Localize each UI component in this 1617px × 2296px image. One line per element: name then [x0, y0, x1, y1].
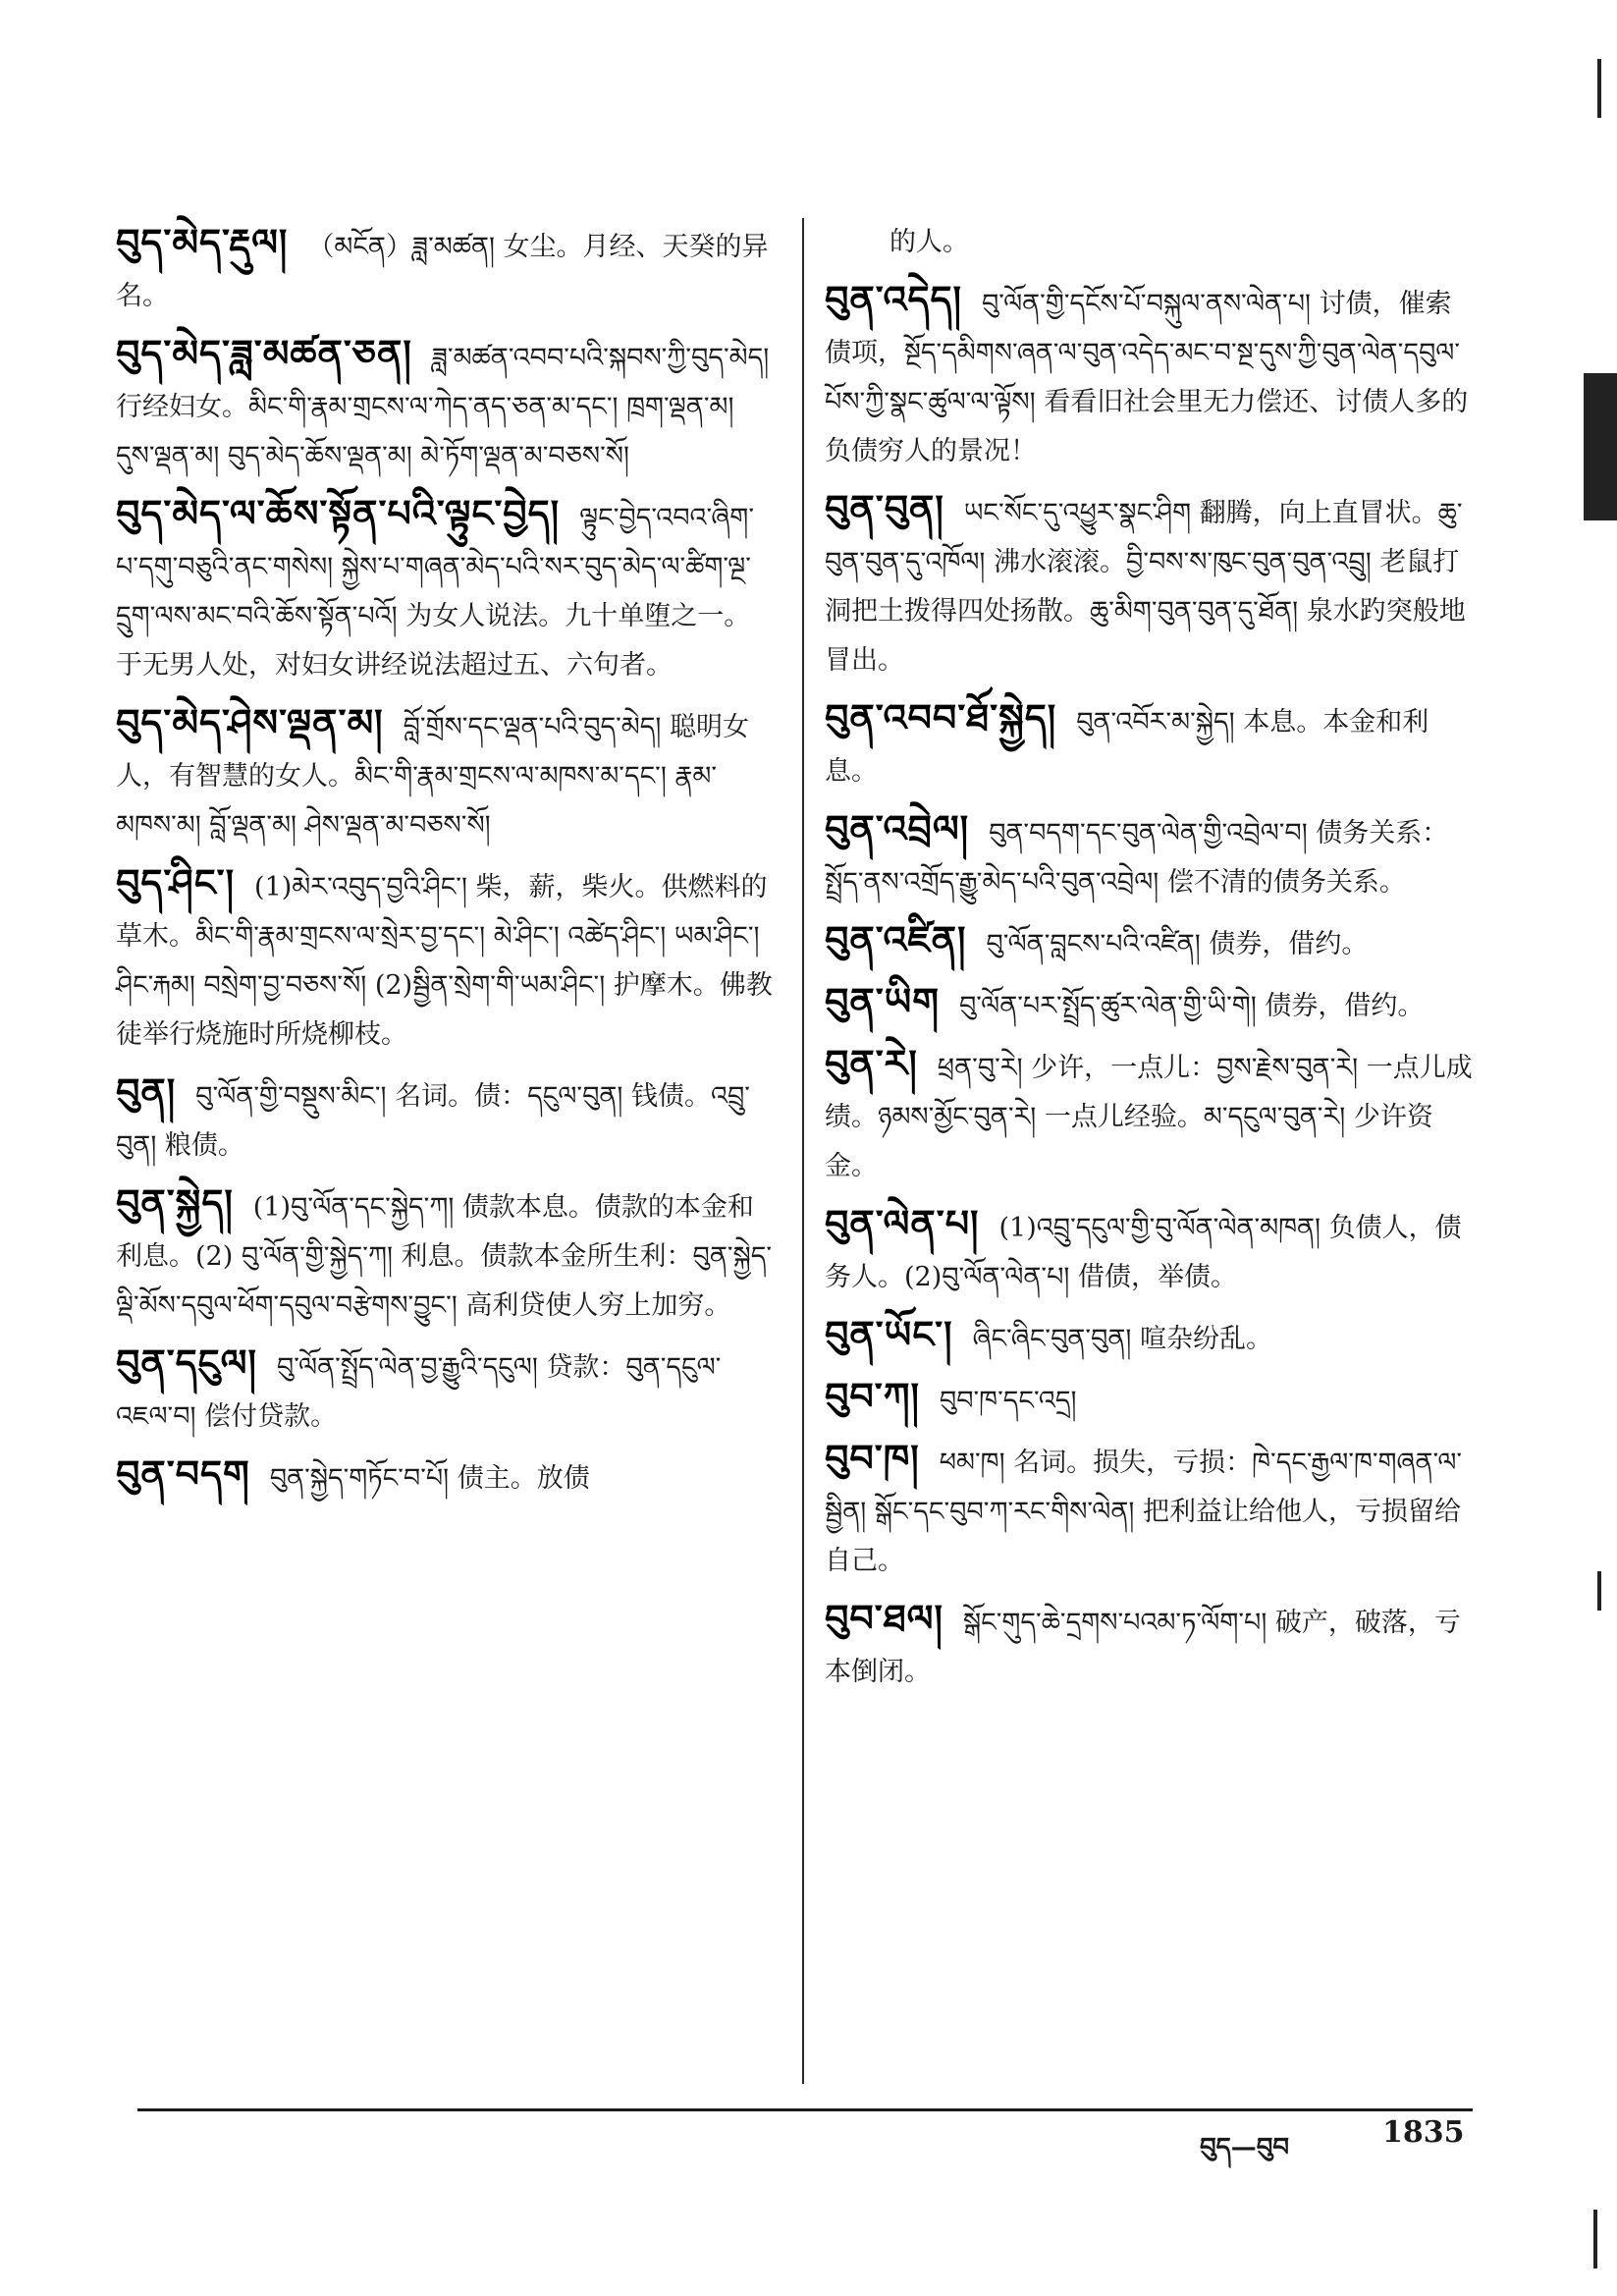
entry-headword: བུན་ཡོང་།: [825, 1312, 953, 1356]
dictionary-entry: [825, 804, 1473, 907]
entry-definition: བུན་འབོར་མ་སྐྱེད། 本息。本金和利息。: [825, 707, 1429, 787]
entry-headword: བུབ་ཐལ།: [825, 1596, 943, 1640]
entry-definition: （མངོན）ཟླ་མཚན། 女尘。月经、天癸的异名。: [116, 232, 769, 311]
entry-definition: 的人。: [889, 227, 969, 257]
entry-headword: བུན་ཡིག: [825, 979, 940, 1023]
dictionary-entry: [825, 1199, 1473, 1302]
entry-definition: བུ་ལོན་གྱི་བསྡུས་མིང་། 名词。债：དངུལ་བུན། 钱债。འབྲུ་བུན། 粮债。: [116, 1081, 750, 1161]
scan-edge-mark: [1597, 59, 1601, 118]
dictionary-entry: [116, 1339, 774, 1442]
running-head: བུད—བུབ: [1200, 2133, 1290, 2162]
entry-definition: ལྟུང་བྱེད་འབའ་ཞིག་པ་དགུ་བཅུའི་ནང་གསེས། སྐྱེས་པ་གཞན་མེད་པའི་སར་བུད་མེད་ལ་ཚིག་ལྔ་དྲུག་ལས་མང་བའི་ཆོས་སྟོན་པའོ། 为女人说法。九十单堕之一。于无男人处，对妇女讲经说法超过五、六句者。: [116, 503, 754, 681]
entry-headword: བུན་འབབ་ཐོ་སྐྱེད།: [825, 695, 1057, 739]
entry-definition: (1)མེར་འབུད་བྱའི་ཤིང་། 柴，薪，柴火。供燃料的草木。མིང་གི་རྣམ་གྲངས་ལ་སྲེར་བྱ་དང་། མེ་ཤིང་། འཚེད་ཤིང་། ཡམ་ཤིང་། ཤིང་རྐམ། བསྲེག་བྱ་བཅས་སོ། (2)སྦྱིན་སྲེག་གི་ཡམ་ཤིང་། 护摩木。佛教徒举行烧施时所烧柳枝。: [116, 872, 773, 1050]
footer-rule: [137, 2108, 1473, 2111]
dictionary-entry: [825, 1310, 1473, 1364]
entry-definition: ཡང་སོང་དུ་འཕྱུར་སྣང་ཤིག 翻腾，向上直冒状。ཆུ་བུན་བུན་དུ་འཁོལ། 沸水滚滚。བྱི་བས་ས་ཁུང་བུན་བུན་འབྲུ། 老鼠打洞把土拨得四处扬散。ཆུ་མིག་བུན་བུན་དུ་ཐོན། 泉水趵突般地冒出。: [825, 498, 1466, 676]
dictionary-entry: [116, 858, 774, 1060]
entry-headword: བུད་མེད་རྡུལ།: [116, 220, 289, 264]
entry-definition: བུན་སྐྱེད་གཏོང་བ་པོ། 债主。放债: [269, 1463, 590, 1494]
entry-definition: ཞིང་ཞིང་བུན་བུན། 喧杂纷乱。: [972, 1324, 1272, 1354]
entry-headword: བུབ་ཀ།: [825, 1374, 920, 1418]
dictionary-entry: [825, 1039, 1473, 1191]
dictionary-entry: [825, 977, 1473, 1031]
entry-headword: བུབ་ཁ།: [825, 1436, 920, 1480]
entry-definition: བུབ་ཁ་དང་འདྲ།: [939, 1386, 1077, 1416]
entry-headword: བུན་དངུལ།: [116, 1340, 257, 1385]
entry-definition: ཕམ་ཁ། 名词。损失，亏损：ཁེ་དང་རྒྱལ་ཁ་གཞན་ལ་སྦྱིན། སྒོང་དང་བུབ་ཀ་རང་གིས་ལེན། 把利益让给他人，亏损留给自己。: [825, 1448, 1463, 1576]
entry-headword: བུད་མེད་ཤེས་ལྡན་མ།: [116, 700, 384, 744]
scan-edge-mark: [1584, 373, 1617, 520]
entry-definition: ཕྲན་བུ་རེ། 少许，一点儿：བྱས་རྗེས་བུན་རེ། 一点儿成绩。ཉམས་མྱོང་བུན་རེ། 一点儿经验。མ་དངུལ་བུན་རེ། 少许资金。: [825, 1053, 1473, 1181]
dictionary-entry: [825, 1434, 1473, 1586]
entry-definition: (1)བུ་ལོན་དང་སྐྱེད་ཀ། 债款本息。债款的本金和利息。(2) བུ་ལོན་གྱི་སྐྱེད་ཀ། 利息。债款本金所生利：བུན་སྐྱེད་ལྡི་མོས་དབུལ་ཕོག་དབུལ་བརྩེགས་བྱུང་། 高利贷使人穷上加穷。: [116, 1192, 773, 1321]
entry-headword: བུན་ལེན་པ།: [825, 1201, 980, 1245]
entry-headword: བུན།: [116, 1069, 177, 1114]
dictionary-entry: [825, 693, 1473, 796]
entry-definition: བུ་ལོན་པར་སྤྲོད་ཚུར་ལེན་གྱི་ཡི་གེ། 债券，借约。: [959, 991, 1425, 1021]
entry-headword: བུད་མེད་ལ་ཆོས་སྟོན་པའི་ལྟུང་བྱེད།: [116, 491, 561, 535]
dictionary-entry: [825, 1372, 1473, 1426]
dictionary-entry: [116, 1178, 774, 1331]
dictionary-entry: [116, 489, 774, 690]
dictionary-entry: [825, 484, 1473, 685]
entry-headword: བུན་འདེད།: [825, 277, 962, 321]
entry-definition: སྒོང་གུད་ཆེ་དྲགས་པའམ་ཏ་ལོག་པ། 破产，破落，亏本倒闭。: [825, 1608, 1461, 1687]
page-number: 1835: [1382, 2115, 1465, 2150]
dictionary-entry: [116, 1449, 774, 1503]
dictionary-entry: [116, 218, 774, 321]
scan-edge-mark: [1597, 1571, 1601, 1611]
entry-definition: བུ་ལོན་བླངས་པའི་འཛིན། 债券，借约。: [986, 929, 1369, 959]
dictionary-entry: [116, 1067, 774, 1171]
entry-headword: བུད་མེད་ཟླ་མཚན་ཅན།: [116, 331, 412, 375]
dictionary-entry: [825, 1594, 1473, 1697]
dictionary-entry: [825, 915, 1473, 969]
entry-definition: ཟླ་མཚན་འབབ་པའི་སྐབས་ཀྱི་བུད་མེད། 行经妇女。མིང་གི་རྣམ་གྲངས་ལ་ཀེད་ནད་ཅན་མ་དང་། ཁྲག་ལྡན་མ། དུས་ལྡན་མ། བུད་མེད་ཆོས་ལྡན་མ། མེ་ཏོག་ལྡན་མ་བཅས་སོ།: [116, 343, 770, 471]
entry-headword: བུན་བུན།: [825, 486, 944, 530]
entry-definition: བུན་བདག་དང་བུན་ལེན་གྱི་འབྲེལ་བ། 债务关系：སྤྲོད་ནས་འགྲོད་རྒྱུ་མེད་པའི་བུན་འབྲེལ། 偿不清的债务关系。: [825, 818, 1449, 898]
dictionary-entry: [825, 275, 1473, 476]
entry-definition: (1)འབྲུ་དངུལ་གྱི་བུ་ལོན་ལེན་མཁན། 负债人，债务人。(2)བུ་ལོན་ལེན་པ། 借债，举债。: [825, 1213, 1462, 1292]
entry-headword: བུན་འཛིན།: [825, 917, 967, 961]
scan-edge-mark: [1593, 2210, 1597, 2269]
dictionary-entry: [116, 329, 774, 481]
entry-definition: བུ་ལོན་སྤྲོད་ལེན་བྱ་རྒྱུའི་དངུལ། 贷款：བུན་དངུལ་འཇལ་བ། 偿付贷款。: [116, 1352, 722, 1432]
entry-headword: བུད་ཤིང་།: [116, 860, 236, 904]
entry-headword: བུན་བདག: [116, 1451, 250, 1496]
entry-headword: བུན་སྐྱེད།: [116, 1180, 234, 1225]
dictionary-entry: [825, 218, 1473, 267]
entry-headword: བུན་འབྲེལ།: [825, 806, 970, 850]
left-column: [116, 218, 774, 1511]
right-column: [825, 218, 1473, 1705]
dictionary-entry: [116, 698, 774, 850]
column-divider: [802, 218, 804, 2084]
entry-headword: བུན་རེ།: [825, 1041, 918, 1085]
entry-definition: བུ་ལོན་གྱི་དངོས་པོ་བསྐུལ་ནས་ལེན་པ། 讨债，催索债项，སྔོད་དམིགས་ཞན་ལ་བུན་འདེད་མང་བ་སྔ་དུས་ཀྱི་བུན་ལེན་དབུལ་པོས་ཀྱི་སྣང་ཚུལ་ལ་ལྟོས། 看看旧社会里无力偿还、讨债人多的负债穷人的景况！: [825, 289, 1469, 466]
entry-definition: བློ་གྲོས་དང་ལྡན་པའི་བུད་མེད། 聪明女人，有智慧的女人。མིང་གི་རྣམ་གྲངས་ལ་མཁས་མ་དང་། རྣམ་མཁས་མ། བློ་ལྡན་མ། ཤེས་ལྡན་མ་བཅས་སོ།: [116, 712, 749, 841]
